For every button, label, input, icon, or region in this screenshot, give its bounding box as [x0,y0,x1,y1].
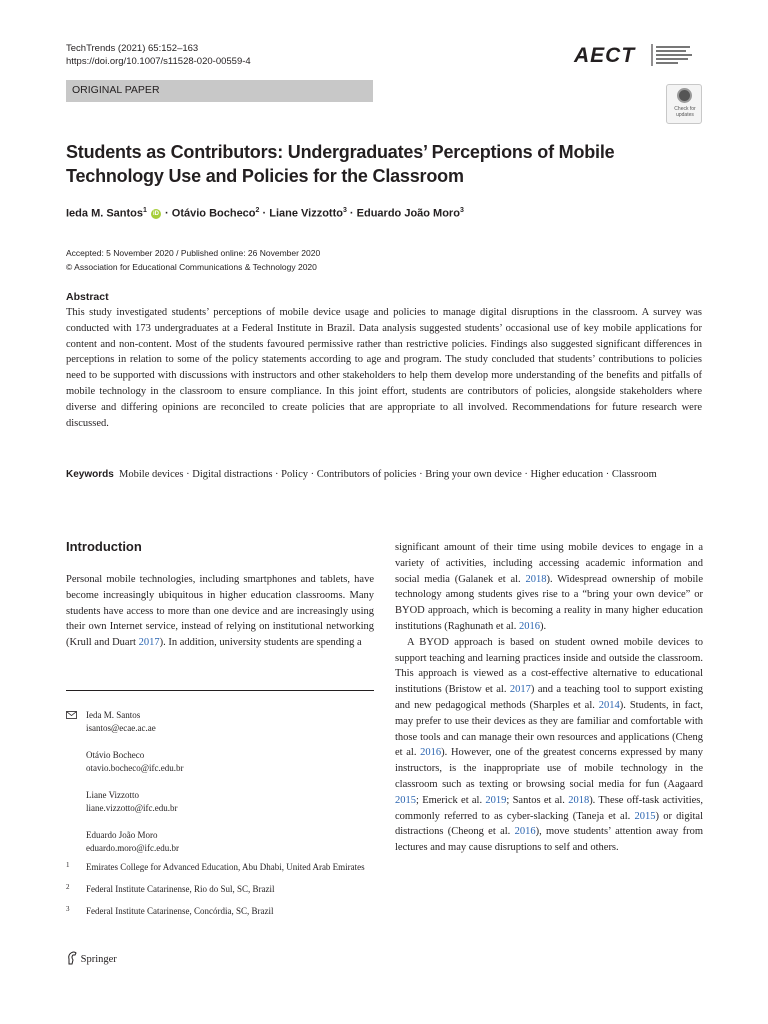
citation-link[interactable]: 2014 [598,699,620,711]
section-heading-introduction: Introduction [66,539,142,554]
check-updates-icon [677,88,692,103]
author-affiliation-mark: 3 [459,207,464,214]
affiliation-entry [66,861,376,874]
copyright-text: Association for Educational Communications & Technology 2020 [74,262,317,272]
affiliation-text: Federal Institute Catarinense, Concórdia, SC, Brazil [86,906,274,916]
body-column-left [66,572,374,651]
publication-dates: Accepted: 5 November 2020 / Published online: 26 November 2020 [66,248,321,258]
footnote-divider [66,690,374,691]
body-column-right [395,540,703,856]
contact-entry [66,749,374,775]
aect-logo [572,40,704,70]
keywords-label: Keywords [66,469,114,480]
paper-type-banner [66,80,373,102]
abstract-text: This study investigated students’ perceptions of mobile device usage and policies to manage digital disruptions in the classroom. A survey was conducted with 173 undergraduates at a Federal Institute in Brazil. Data analysis suggested students’ occasional use of key mobile applications for content and non-content. Most of the students favoured permissive rather than restrictive policies. Findings also suggested significant differences in perceptions in relation to some of the policy statements according to age and program. The study concluded that students’ contributions to policies need to be supported with discussions with instructors and other stakeholders to help them develop more understanding of the benefits and pitfalls of mobile technology in the classroom to ensure compliance. In this joint effort, students are contributors of policies, alongside stakeholders where diverse and differing opinions are reconciled to create policies that are appropriate to all involved. Recommendations for future research were discussed. [66,307,702,429]
springer-logo [66,951,117,965]
journal-citation: TechTrends (2021) 65:152–163 [66,43,199,54]
citation-link[interactable]: 2016 [420,747,442,759]
contact-name: Otávio Bocheco [86,750,145,760]
author-contacts [66,709,374,869]
copyright-line [66,262,317,272]
contact-name: Ieda M. Santos [86,710,141,720]
copyright-icon: © [66,262,73,272]
check-for-updates-badge[interactable] [666,84,702,124]
paragraph: A BYOD approach is based on student owned mobile devices to support teaching and learning practices inside and outside the classroom. This approach is viewed as a cost-effective alternative to educational institutions (Bristow et al. 2017) and a teaching tool to support existing and new pedagogical methods (Sharples et al. 2014). Students, in fact, may prefer to use their devices as they are familiar and comfortable with those tools and can manage their own resources and applications (Cheng et al. 2016). However, one of the greatest concerns expressed by many instructors, is the inappropriate use of mobile technology in the classroom such as texting or browsing social media for fun (Aagaard 2015; Emerick et al. 2019; Santos et al. 2018). These off-task activities, commonly referred to as cyber-slacking (Taneja et al. 2015) or digital distractions (Cheong et al. 2016), move students’ attention away from lectures and may cause disruptions to self and others. [395,636,704,854]
affiliation-number: 2 [66,883,70,891]
affiliation-entry [66,905,376,918]
affiliation-text: Emirates College for Advanced Education, Abu Dhabi, United Arab Emirates [86,862,365,872]
contact-entry [66,709,374,735]
author-affiliation-mark: 2 [255,207,260,214]
citation-link[interactable]: 2018 [568,794,590,806]
contact-email[interactable]: otavio.bocheco@ifc.edu.br [86,763,184,773]
springer-horse-icon [66,951,78,965]
citation-link[interactable]: 2015 [395,794,416,806]
springer-wordmark: Springer [80,954,117,965]
affiliation-text: Federal Institute Catarinense, Rio do Sul, SC, Brazil [86,884,275,894]
keywords [66,467,706,483]
doi-link[interactable]: https://doi.org/10.1007/s11528-020-00559-4 [66,56,251,67]
paper-title: Students as Contributors: Undergraduates’ Perceptions of Mobile Technology Use and Policies for the Classroom [66,142,615,186]
aect-logo-text: AECT [574,44,636,67]
contact-name: Liane Vizzotto [86,790,140,800]
affiliation-number: 1 [66,861,70,869]
author-name[interactable]: Liane Vizzotto [269,207,343,220]
author-affiliation-mark: 3 [342,207,347,214]
contact-email[interactable]: liane.vizzotto@ifc.edu.br [86,803,178,813]
contact-email[interactable]: isantos@ecae.ac.ae [86,723,156,733]
orcid-icon[interactable]: iD [153,210,159,217]
author-name[interactable]: Ieda M. Santos [66,207,144,220]
paragraph: significant amount of their time using mobile devices to engage in a variety of activities, including accessing academic information and social media (Galanek et al. 2018). Widespread ownership of mobile technology among students gives rise to a “bring your own device” or BYOD approach, which is becoming a reality in many higher education institutions (Raghunath et al. 2016). [395,542,703,632]
keywords-list: Mobile devices · Digital distractions · Policy · Contributors of policies · Bring your own device · Higher education · Classroom [119,469,657,480]
citation-link[interactable]: 2016 [518,620,540,632]
citation-link[interactable]: 2017 [509,684,531,696]
mail-icon [66,711,77,719]
abstract-heading: Abstract [66,291,109,303]
contact-entry [66,829,374,855]
contact-email[interactable]: eduardo.moro@ifc.edu.br [86,843,180,853]
contact-name: Eduardo João Moro [86,830,158,840]
citation-link[interactable]: 2017 [138,637,160,649]
citation-link[interactable]: 2019 [485,794,507,806]
check-updates-label: Check for updates [674,106,696,118]
author-name[interactable]: Otávio Bocheco [171,207,256,220]
author-name[interactable]: Eduardo João Moro [356,207,460,220]
paragraph: Personal mobile technologies, including smartphones and tablets, have become increasingly ubiquitous in higher education classrooms. Many students have access to more than one device and are increasingly using their own Internet service, instead of relying on institutional networking (Krull and Duart 2017). In addition, university students are spending a [66,574,374,649]
contact-entry [66,789,374,815]
citation-link[interactable]: 2018 [525,573,547,585]
author-list: Ieda M. Santos$^1$ iD · Otávio Bocheco$^2$ · Liane Vizzotto$^3$ · Eduardo João Moro$^3$ [66,207,464,220]
citation-link[interactable]: 2015 [634,810,656,822]
author-affiliation-mark: 1 [143,207,147,214]
affiliation-entry [66,883,376,896]
paper-type-label: ORIGINAL PAPER [72,84,160,96]
affiliations [66,861,376,927]
affiliation-number: 3 [66,905,70,913]
citation-link[interactable]: 2016 [514,826,536,838]
